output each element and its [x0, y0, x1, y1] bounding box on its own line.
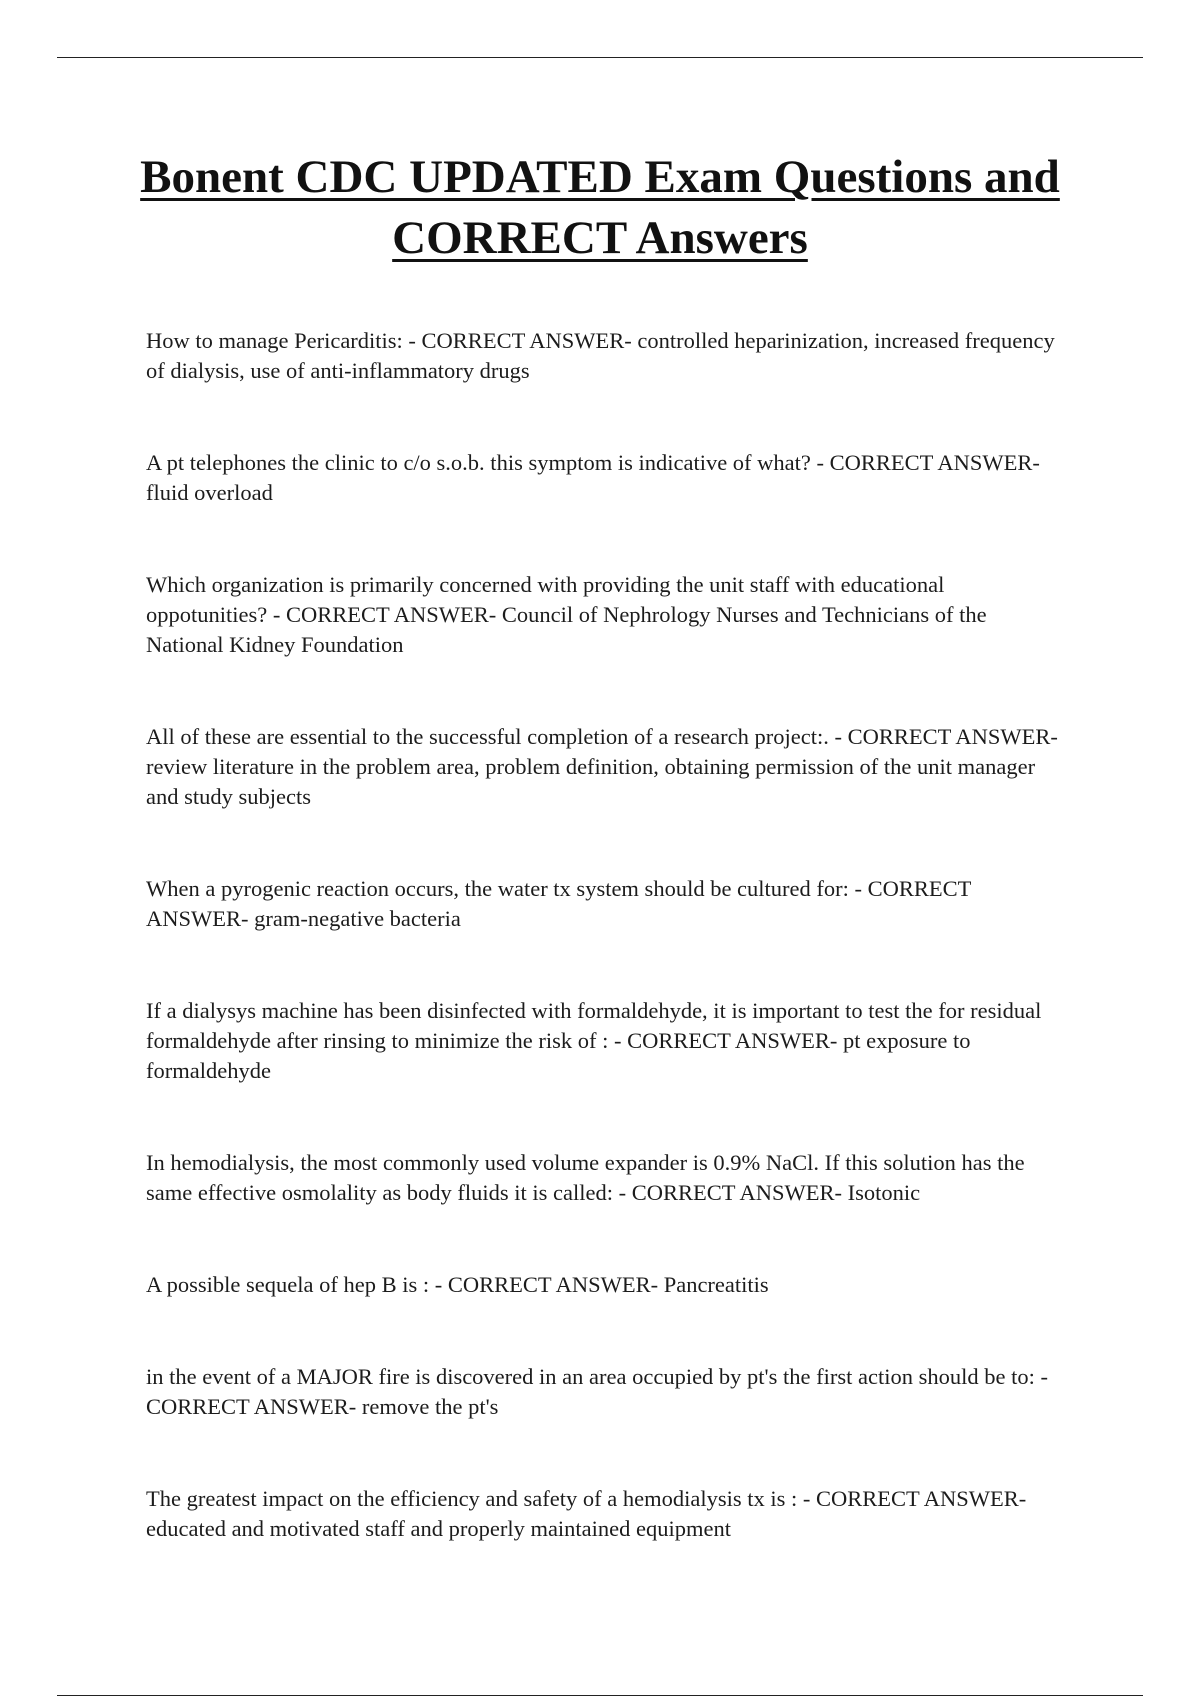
- qa-item-6: [146, 996, 1066, 1086]
- qa-text: When a pyrogenic reaction occurs, the water tx system should be cultured for: - CORRECT ANSWER- gram-negative bacteria: [146, 876, 971, 931]
- qa-text: in the event of a MAJOR fire is discovered in an area occupied by pt's the first action should be to: - CORRECT ANSWER- remove the pt's: [146, 1364, 1048, 1419]
- question-list: [146, 326, 1066, 1606]
- qa-item-8: [146, 1270, 1066, 1300]
- document-title-text: Bonent CDC UPDATED Exam Questions and CORRECT Answers: [140, 151, 1060, 264]
- qa-text: Which organization is primarily concerned with providing the unit staff with educational oppotunities? - CORRECT ANSWER- Council of Nephrology Nurses and Technicians of the National Kidney Foundation: [146, 572, 987, 657]
- qa-text: All of these are essential to the successful completion of a research project:. - CORRECT ANSWER- review literature in the problem area, problem definition, obtaining permission of the unit manager and study subjects: [146, 724, 1058, 809]
- qa-text: In hemodialysis, the most commonly used volume expander is 0.9% NaCl. If this solution has the same effective osmolality as body fluids it is called: - CORRECT ANSWER- Isotonic: [146, 1150, 1025, 1205]
- qa-text: The greatest impact on the efficiency and safety of a hemodialysis tx is : - CORRECT ANSWER- educated and motivated staff and properly maintained equipment: [146, 1486, 1027, 1541]
- qa-item-3: [146, 570, 1066, 660]
- qa-item-7: [146, 1148, 1066, 1208]
- qa-text: A pt telephones the clinic to c/o s.o.b. this symptom is indicative of what? - CORRECT ANSWER- fluid overload: [146, 450, 1040, 505]
- qa-item-2: [146, 448, 1066, 508]
- qa-text: If a dialysys machine has been disinfected with formaldehyde, it is important to test the for residual formaldehyde after rinsing to minimize the risk of : - CORRECT ANSWER- pt exposure to formaldehyde: [146, 998, 1042, 1083]
- bottom-divider: [57, 1695, 1143, 1696]
- qa-text: A possible sequela of hep B is : - CORRECT ANSWER- Pancreatitis: [146, 1272, 769, 1297]
- qa-item-1: [146, 326, 1066, 386]
- qa-item-10: [146, 1484, 1066, 1544]
- qa-item-4: [146, 722, 1066, 812]
- qa-text: How to manage Pericarditis: - CORRECT ANSWER- controlled heparinization, increased frequency of dialysis, use of anti-inflammatory drugs: [146, 328, 1055, 383]
- qa-item-9: [146, 1362, 1066, 1422]
- document-title: [100, 147, 1100, 269]
- qa-item-5: [146, 874, 1066, 934]
- top-divider: [57, 57, 1143, 58]
